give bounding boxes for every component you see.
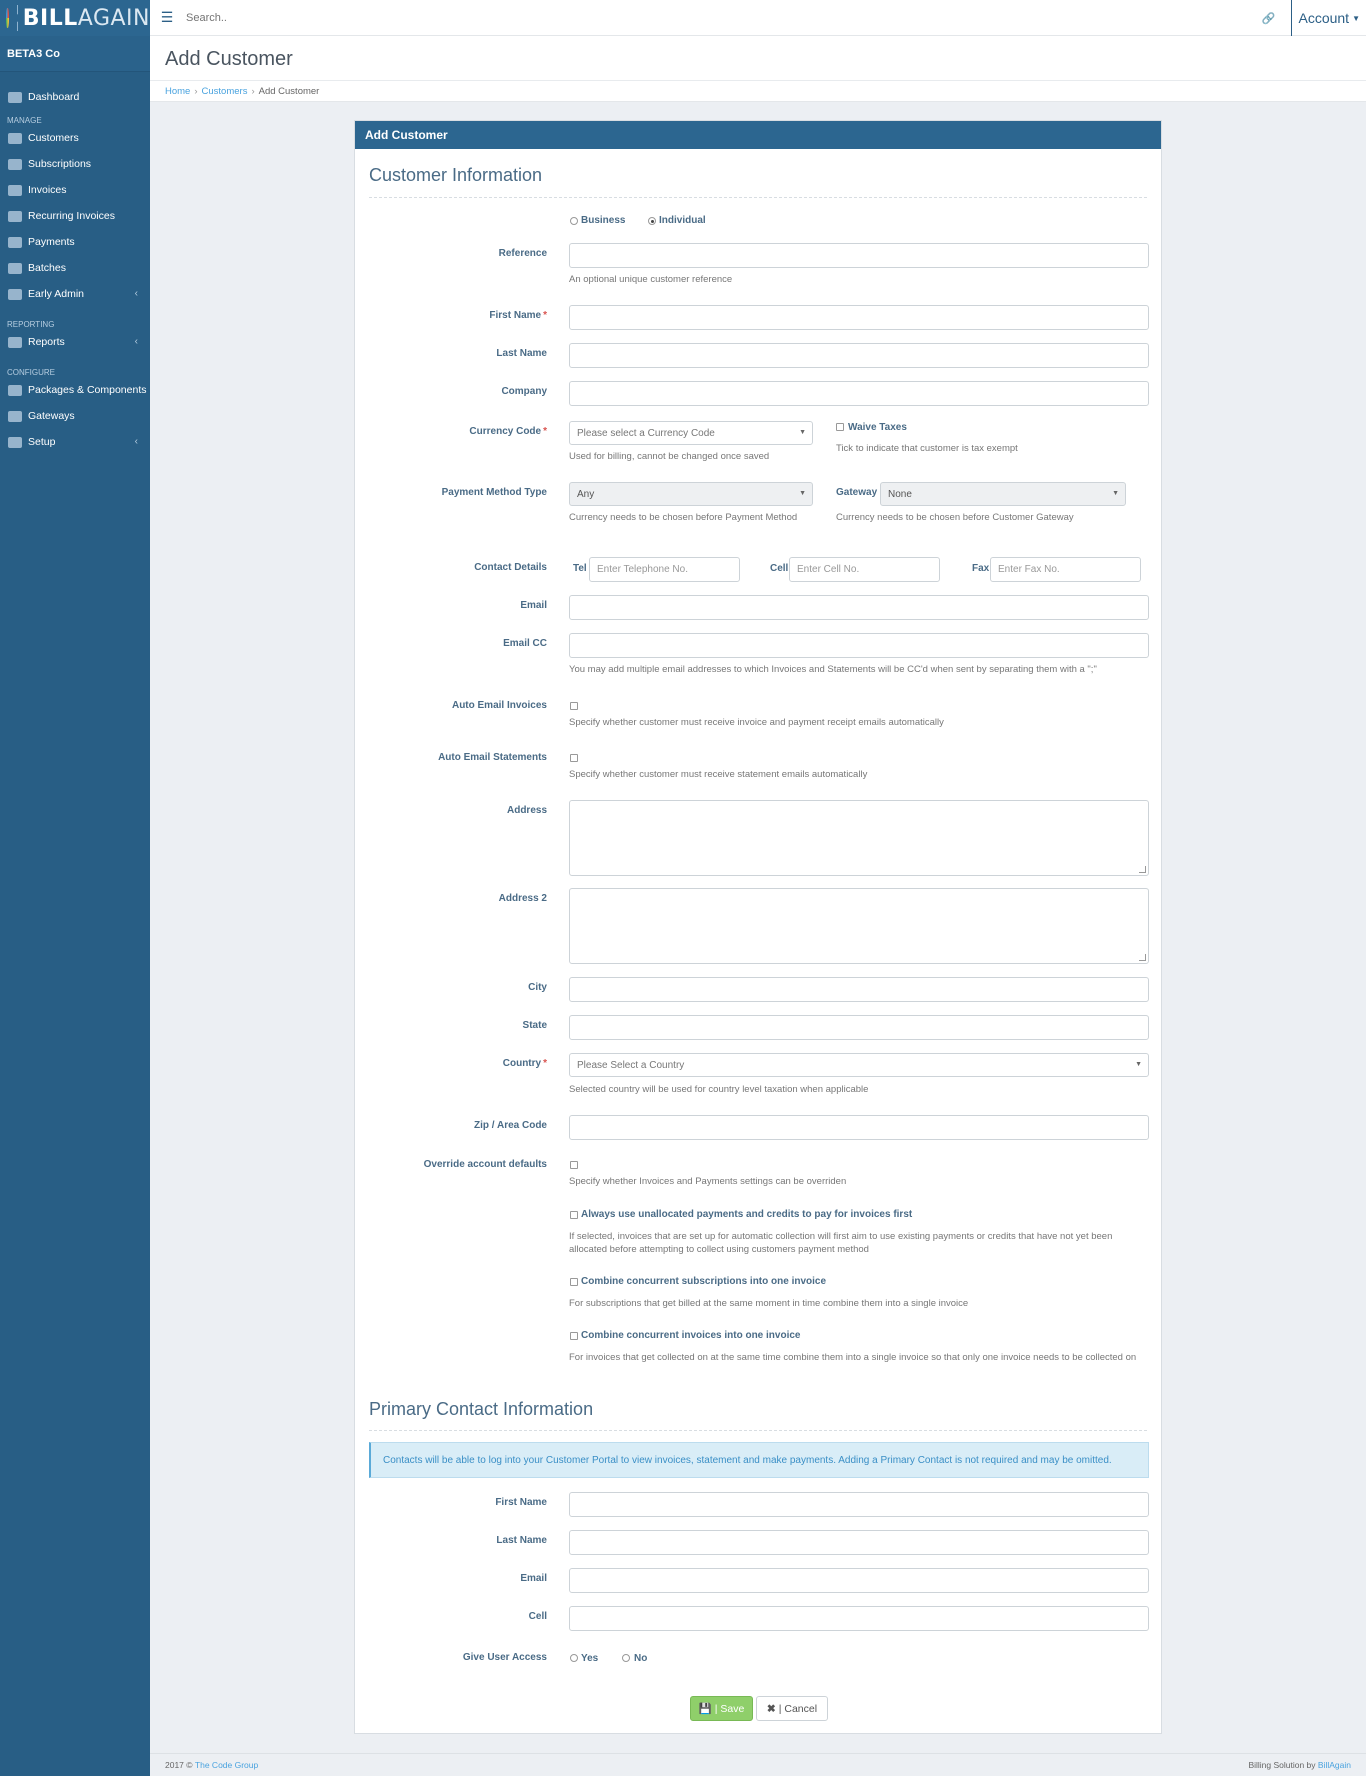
reference-label: Reference xyxy=(498,248,547,259)
sidebar-item-reports[interactable] xyxy=(0,329,150,355)
company-name: BETA3 Co xyxy=(0,36,150,72)
chevron-left-icon: ‹ xyxy=(134,336,138,347)
first-name-input[interactable] xyxy=(569,305,1149,330)
file-icon xyxy=(8,185,22,196)
sidebar-item-gateways[interactable] xyxy=(0,403,150,429)
sidebar-item-recurring-invoices[interactable] xyxy=(0,203,150,229)
sidebar-item-label: Payments xyxy=(28,236,75,248)
access-no-radio[interactable] xyxy=(622,1654,630,1662)
payment-method-help: Currency needs to be chosen before Payment Method xyxy=(569,512,798,523)
business-radio[interactable] xyxy=(570,217,578,225)
country-label: Country * xyxy=(502,1058,547,1069)
contact-email-input[interactable] xyxy=(569,1568,1149,1593)
city-input[interactable] xyxy=(569,977,1149,1002)
gear-icon xyxy=(8,437,22,448)
email-label: Email xyxy=(520,600,547,611)
sidebar-item-setup[interactable] xyxy=(0,429,150,455)
waive-taxes-checkbox[interactable] xyxy=(836,423,844,431)
sidebar-item-packages[interactable] xyxy=(0,377,150,403)
first-name-label: First Name * xyxy=(489,310,547,321)
address2-textarea[interactable] xyxy=(569,888,1149,964)
unallocated-help: If selected, invoices that are set up for automatic collection will first aim to use existing payments or credits that have not yet been allocated before attempting to collect using customers payment method xyxy=(569,1231,1113,1255)
business-radio-label: Business xyxy=(581,215,626,226)
override-checkbox[interactable] xyxy=(570,1161,578,1169)
chevron-left-icon: ‹ xyxy=(134,288,138,299)
contact-first-name-label: First Name xyxy=(495,1497,547,1508)
hourglass-icon xyxy=(8,289,22,300)
account-menu[interactable] xyxy=(1291,0,1366,36)
contact-last-name-input[interactable] xyxy=(569,1530,1149,1555)
link-icon[interactable]: 🔗 xyxy=(1261,12,1276,25)
unallocated-label: Always use unallocated payments and credits to pay for invoices first xyxy=(581,1209,913,1220)
individual-radio-label: Individual xyxy=(659,215,706,226)
last-name-input[interactable] xyxy=(569,343,1149,368)
sidebar-item-dashboard[interactable] xyxy=(0,84,150,110)
page-header xyxy=(150,36,1366,102)
sidebar-item-label: Batches xyxy=(28,262,66,274)
gateway-help: Currency needs to be chosen before Customer Gateway xyxy=(836,512,1074,523)
close-icon: ✖ xyxy=(766,1702,776,1715)
combine-invoices-label: Combine concurrent invoices into one invoice xyxy=(581,1330,801,1341)
home-icon xyxy=(8,92,22,103)
briefcase-icon xyxy=(8,337,22,348)
search-input[interactable] xyxy=(186,12,486,24)
tel-label: Tel xyxy=(573,563,587,574)
sidebar-item-label: Subscriptions xyxy=(28,158,92,170)
payment-method-select[interactable]: Any ▼ xyxy=(569,482,813,506)
waive-taxes-label: Waive Taxes xyxy=(848,422,907,433)
users-icon xyxy=(8,133,22,144)
contact-first-name-input[interactable] xyxy=(569,1492,1149,1517)
payment-method-label: Payment Method Type xyxy=(441,487,547,498)
email-cc-help: You may add multiple email addresses to which Invoices and Statements will be CC'd when sent by separating them with a ";" xyxy=(569,664,1097,675)
topbar xyxy=(150,0,1366,36)
auto-email-invoices-label: Auto Email Invoices xyxy=(451,700,547,711)
sidebar-item-early-admin[interactable] xyxy=(0,281,150,307)
table-icon xyxy=(8,263,22,274)
fax-input[interactable]: Enter Fax No. xyxy=(990,557,1141,582)
waive-taxes-help: Tick to indicate that customer is tax exempt xyxy=(836,443,1018,454)
nav-section-configure: CONFIGURE xyxy=(7,368,55,377)
brand-logo[interactable] xyxy=(0,0,150,36)
reference-input[interactable] xyxy=(569,243,1149,268)
section-customer-info: Customer Information xyxy=(369,165,543,185)
section-divider xyxy=(369,1430,1147,1431)
combine-invoices-help: For invoices that get collected on at the same time combine them into a single invoice so that only one invoice needs to be collected on xyxy=(569,1352,1137,1363)
money-icon xyxy=(8,237,22,248)
chevron-left-icon: ‹ xyxy=(134,436,138,447)
save-button-label: | Save xyxy=(714,1702,745,1715)
combine-subscriptions-checkbox[interactable] xyxy=(570,1278,578,1286)
menu-toggle-icon[interactable]: ☰ xyxy=(160,9,174,25)
sidebar-item-label: Setup xyxy=(28,436,56,448)
caret-down-icon: ▼ xyxy=(799,490,806,497)
country-select[interactable]: Please Select a Country ▼ xyxy=(569,1053,1149,1077)
contact-details-label: Contact Details xyxy=(474,562,547,573)
contact-email-label: Email xyxy=(520,1573,547,1584)
sidebar-item-subscriptions[interactable] xyxy=(0,151,150,177)
cell-input[interactable]: Enter Cell No. xyxy=(789,557,940,582)
sidebar xyxy=(0,0,150,1776)
sidebar-item-label: Recurring Invoices xyxy=(28,210,115,222)
currency-help: Used for billing, cannot be changed once saved xyxy=(569,451,770,462)
sidebar-item-customers[interactable] xyxy=(0,125,150,151)
gateway-select[interactable]: None ▼ xyxy=(880,482,1126,506)
contact-cell-input[interactable] xyxy=(569,1606,1149,1631)
fax-label: Fax xyxy=(972,563,990,574)
add-customer-panel xyxy=(354,120,1162,1734)
sidebar-item-invoices[interactable] xyxy=(0,177,150,203)
company-label: Company xyxy=(501,386,547,397)
primary-contact-info: Contacts will be able to log into your Customer Portal to view invoices, statement and make payments. Adding a Primary Contact is not required and may be omitted. xyxy=(369,1442,1149,1478)
address-textarea[interactable] xyxy=(569,800,1149,876)
give-user-access-label: Give User Access xyxy=(462,1652,547,1663)
footer-right: Billing Solution by BillAgain xyxy=(1248,1760,1351,1770)
breadcrumb-current: Add Customer xyxy=(258,86,320,97)
sidebar-item-label: Invoices xyxy=(28,184,67,196)
zip-label: Zip / Area Code xyxy=(474,1120,547,1131)
combine-subscriptions-help: For subscriptions that get billed at the same moment in time combine them into a single invoice xyxy=(569,1298,969,1309)
access-yes-label: Yes xyxy=(581,1653,599,1664)
unallocated-checkbox[interactable] xyxy=(570,1211,578,1219)
contact-last-name-label: Last Name xyxy=(496,1535,547,1546)
combine-subscriptions-label: Combine concurrent subscriptions into one invoice xyxy=(581,1276,827,1287)
auto-email-statements-label: Auto Email Statements xyxy=(438,752,547,763)
sidebar-item-batches[interactable] xyxy=(0,255,150,281)
individual-radio[interactable] xyxy=(648,217,656,225)
breadcrumb-home[interactable]: Home xyxy=(165,86,191,97)
logo-mark-icon xyxy=(6,8,9,28)
sidebar-item-label: Dashboard xyxy=(28,91,80,103)
reference-help: An optional unique customer reference xyxy=(569,274,733,285)
section-divider xyxy=(369,197,1147,198)
footer-year: 2017 © xyxy=(165,1760,193,1770)
bank-icon xyxy=(8,411,22,422)
contact-cell-label: Cell xyxy=(528,1611,547,1622)
last-name-label: Last Name xyxy=(496,348,547,359)
email-cc-input[interactable] xyxy=(569,633,1149,658)
footer-company-link[interactable]: The Code Group xyxy=(194,1760,259,1770)
footer xyxy=(150,1753,1366,1776)
sidebar-item-label: Gateways xyxy=(28,410,75,422)
nav-section-manage: MANAGE xyxy=(7,116,42,125)
company-input[interactable] xyxy=(569,381,1149,406)
currency-select[interactable]: Please select a Currency Code ▼ xyxy=(569,421,813,445)
brand-name: BILLAGAIN xyxy=(22,5,150,31)
footer-brand-link[interactable]: BillAgain xyxy=(1317,1760,1351,1770)
cell-label: Cell xyxy=(770,563,789,574)
nav-section-reporting: REPORTING xyxy=(7,320,55,329)
sidebar-item-label: Customers xyxy=(28,132,79,144)
override-label: Override account defaults xyxy=(423,1159,547,1170)
breadcrumb xyxy=(150,80,1366,102)
combine-invoices-checkbox[interactable] xyxy=(570,1332,578,1340)
state-label: State xyxy=(522,1020,547,1031)
save-button[interactable] xyxy=(690,1696,753,1721)
address2-label: Address 2 xyxy=(498,893,547,904)
access-no-label: No xyxy=(634,1653,648,1664)
state-input[interactable] xyxy=(569,1015,1149,1040)
page-title: Add Customer xyxy=(165,48,293,70)
gateway-label: Gateway xyxy=(836,487,878,498)
panel-title: Add Customer xyxy=(355,121,1161,149)
caret-down-icon: ▼ xyxy=(1352,13,1360,23)
breadcrumb-separator: › xyxy=(194,86,198,97)
email-cc-label: Email CC xyxy=(503,638,547,649)
section-primary-contact: Primary Contact Information xyxy=(369,1399,594,1419)
auto-email-statements-checkbox[interactable] xyxy=(570,754,578,762)
address-label: Address xyxy=(506,805,547,816)
calendar-icon xyxy=(8,211,22,222)
zip-input[interactable] xyxy=(569,1115,1149,1140)
cancel-button[interactable] xyxy=(756,1696,828,1721)
auto-email-invoices-checkbox[interactable] xyxy=(570,702,578,710)
breadcrumb-customers[interactable]: Customers xyxy=(201,86,248,97)
sidebar-item-label: Packages & Components xyxy=(28,384,147,396)
currency-label: Currency Code * xyxy=(469,426,547,437)
caret-down-icon: ▼ xyxy=(1135,1061,1142,1068)
tel-input[interactable]: Enter Telephone No. xyxy=(589,557,740,582)
email-input[interactable] xyxy=(569,595,1149,620)
auto-email-statements-help: Specify whether customer must receive statement emails automatically xyxy=(569,769,868,780)
auto-email-invoices-help: Specify whether customer must receive invoice and payment receipt emails automatically xyxy=(569,717,944,728)
cancel-button-label: | Cancel xyxy=(778,1702,818,1715)
sidebar-item-label: Early Admin xyxy=(28,288,85,300)
tags-icon xyxy=(8,385,22,396)
breadcrumb-separator: › xyxy=(251,86,255,97)
city-label: City xyxy=(528,982,547,993)
country-help: Selected country will be used for country level taxation when applicable xyxy=(569,1084,869,1095)
account-label: Account xyxy=(1298,10,1350,26)
sidebar-item-label: Reports xyxy=(28,336,65,348)
save-icon: 💾 xyxy=(698,1703,712,1715)
sidebar-item-payments[interactable] xyxy=(0,229,150,255)
access-yes-radio[interactable] xyxy=(570,1654,578,1662)
caret-down-icon: ▼ xyxy=(1112,490,1119,497)
caret-down-icon: ▼ xyxy=(799,429,806,436)
refresh-icon xyxy=(8,159,22,170)
override-help: Specify whether Invoices and Payments settings can be overriden xyxy=(569,1176,847,1187)
